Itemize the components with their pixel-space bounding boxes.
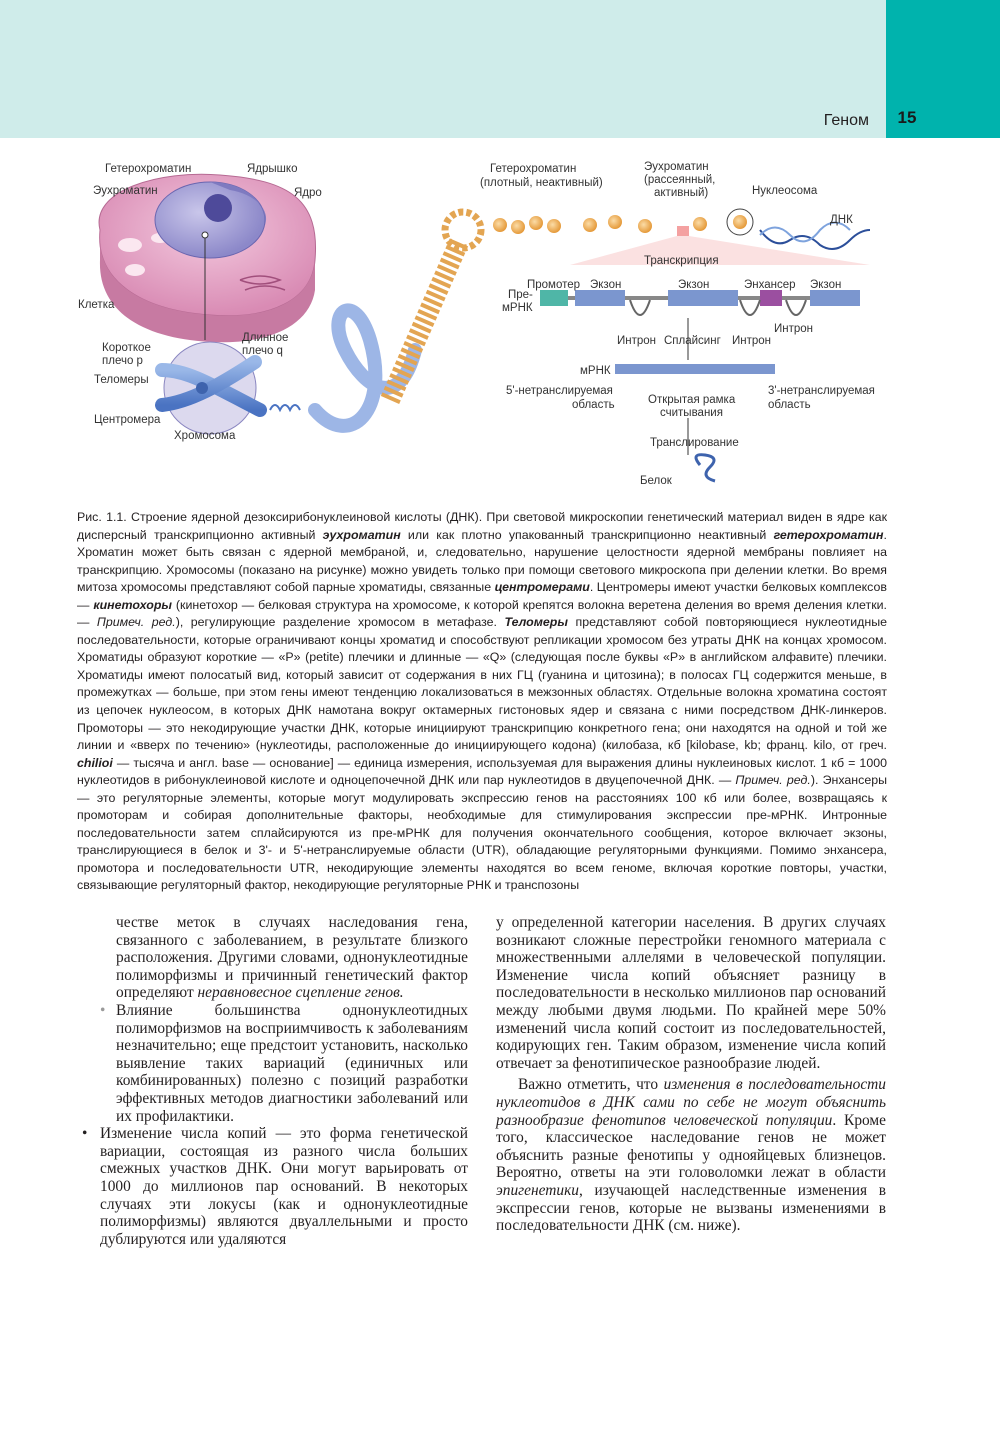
label-nucleolus: Ядрышко [247, 163, 298, 175]
paragraph-text: у определенной категории населения. В других случаях возникают сложные перестройки геномного материала с множественными аллелями в человеческой популяции. Изменение числа копий объясняет разницу в последовательности в несколько миллионов пар оснований между любыми двумя людьми. По крайней мере 50% изменений числа копий состоит из последовательностей, кодирующих ген. Таким образом, изменение числа копий отвечает за фенотипическое разнообразие людей. [496, 914, 886, 1072]
bullet-marker: • [82, 1125, 88, 1143]
dna-structure-figure [70, 150, 900, 500]
term-centromeres: центромерами [494, 580, 590, 595]
label-orf-2: считывания [660, 407, 723, 419]
label-short-arm-2: плечо p [102, 355, 143, 367]
paragraph [496, 914, 886, 1072]
label-utr5-1: 5'-нетранслируемая [506, 385, 613, 397]
caption-text: . Хроматин может быть связан с ядерной мембраной, и, следовательно, нарушение целостности ядерной мембраны повлияет на транскрипцию. Хромосомы (показано на рисунке) можно увидеть только при помощи светового микроскопа при делении клетки. Во время митоза хромосомы представляют собой парные хроматиды, связанные [77, 527, 887, 595]
label-chromosome: Хромосома [174, 430, 236, 442]
label-exon-3: Экзон [810, 279, 842, 291]
label-intron-3: Интрон [774, 323, 814, 335]
sub-bullet-item [80, 1002, 468, 1125]
caption-text: или как плотно упакованный транскрипционно неактивный [400, 527, 774, 542]
label-hetero-top-2: (плотный, неактивный) [480, 177, 603, 189]
caption-text: ), регулирующие разделение хромосом в метафазе. [175, 615, 505, 630]
paragraph-text: честве меток в случаях наследования гена, связанного с заболеванием, в результате близкого расположения. Другими словами, однонуклеотидные полиморфизмы и причинный генетический фактор определяют [116, 914, 468, 1002]
label-cell: Клетка [78, 299, 115, 311]
label-transcription: Транскрипция [644, 255, 719, 267]
label-mrna: мРНК [580, 365, 611, 377]
label-eu-top-3: активный) [654, 187, 709, 199]
term-kinetochores: кинетохоры [93, 597, 172, 612]
label-nucleus: Ядро [294, 187, 322, 199]
term-heterochromatin: гетерохроматин [773, 527, 884, 542]
label-intron-2: Интрон [732, 335, 772, 347]
editor-note: Примеч. ред. [735, 773, 811, 788]
running-header: Геном [823, 112, 869, 129]
label-pre-mrna-2: мРНК [502, 302, 533, 314]
label-exon-2: Экзон [678, 279, 710, 291]
figure-caption [77, 509, 887, 895]
paragraph-text: , изучающей наследственные изменения в экспрессии генов, которые не вызваны изменениями в последовательности ДНК (см. ниже). [496, 1181, 886, 1235]
term-euchromatin: эухроматин [322, 527, 401, 542]
paragraph [80, 914, 468, 1002]
label-splicing: Сплайсинг [664, 335, 721, 347]
caption-text: представляют собой повторяющиеся нуклеотидные последовательности, которые ограничивают концы хроматид и способствуют репликации хромосом без утраты ДНК на концах хромосом. Хроматиды образуют короткие — «P» (petite) плечики и длинные — «Q» (следующая после буквы «P» в английском алфавите) плечики. Хроматиды имеют полосатый вид, который зависит от содержания в них ГЦ (гуанина и цитозина); в полосах ГЦ содержится меньше, в промежутках — больше, при этом гены имеют тенденцию локализоваться в межзонных областях. Отдельные волокна хроматина состоят из цепочек нуклеосом, в которых ДНК намотана вокруг октамерных гистоновых ядер и связана с ними посредством ДНК-линкеров. Промоторы — это некодирующие участки ДНК, которые инициируют транскрипцию конкретного гена; они находятся на одной и той же линии и «вверх по течению» (нуклеотиды, расположенные до инициирующего кодона) (килобаза, кб [kilobase, kb; франц. kilo, от греч. [77, 615, 887, 753]
chromatin-fiber [315, 212, 481, 426]
label-eu-top-1: Эухроматин [644, 161, 709, 173]
label-utr3-1: 3'-нетранслируемая [768, 385, 875, 397]
emphasis: изменения в последовательности нуклеотидов в ДНК сами по себе не могут объяснить разнообразие фенотипов человеческой популяции [496, 1076, 886, 1129]
label-long-arm-2: плечо q [242, 345, 283, 357]
term-telomeres: Теломеры [504, 615, 568, 630]
label-nucleosome: Нуклеосома [752, 185, 818, 197]
caption-text: ). Энхансеры — это регуляторные элементы, которые могут модулировать экспрессию генов на расстояниях 100 кб или более, возвращаясь к промоторам и собирая дополнительные факторы, необходимые для стимулирования экспрессии пре-мРНК. Интронные последовательности затем сплайсируются из пре-мРНК для получения окончательного сообщения, которое включает экзоны, транслирующиеся в белок и 3'- и 5'-нетранслируемые области (UTR), обладающие регуляторными функциями. Помимо энхансера, промотора и последовательности UTR, некодирующие элементы находятся во всем геноме, включая короткие повторы, участки, связывающие регуляторный фактор, некодирующие регуляторные РНК и транспозоны [77, 773, 888, 893]
label-centromere: Центромера [94, 414, 161, 426]
term-chilioi: chilioi [77, 755, 113, 770]
caption-text: — тысяча и англ. base — основание] — единица измерения, используемая для выражения длины нуклеиновых кислот. 1 кб = 1000 нуклеотидов в рибонуклеиновой кислоте и одноцепочечной ДНК или пар нуклеотидов в двуцепочечной ДНК. — [77, 755, 887, 788]
paragraph-text: Влияние большинства однонуклеотидных полиморфизмов на восприимчивость к заболеваниям незначительно; еще предстоит установить, насколько выявление таких вариаций (единичных или комбинированных) полезно с позиций разработки эффективных методов диагностики заболеваний или их профилактики. [116, 1001, 468, 1125]
label-dna: ДНК [830, 214, 853, 226]
caption-text: Строение ядерной дезоксирибонуклеиновой кислоты (ДНК). При световой микроскопии генетический материал виден в ядре как дисперсный транскрипционно активный [77, 510, 887, 542]
label-utr3-2: область [768, 399, 811, 411]
paragraph [496, 1076, 886, 1234]
label-enhancer: Энхансер [744, 279, 796, 291]
label-telomeres: Теломеры [94, 374, 149, 386]
paragraph-text: Важно отметить, что [518, 1076, 664, 1094]
editor-note: Примеч. ред. [96, 615, 176, 630]
label-protein: Белок [640, 475, 672, 487]
page-number: 15 [897, 108, 917, 127]
paragraph-text: . Кроме того, классическое наследование генов не может объяснить разные фенотипы у однояйцевых близнецов. Вероятно, ответы на эти головоломки лежат в области [496, 1111, 886, 1182]
left-column [80, 914, 468, 1248]
label-promoter: Промотер [527, 279, 581, 291]
paragraph-text: Изменение числа копий — это форма генетической вариации, состоящая из разного числа больших смежных участков ДНК. Они могут варьировать от 1000 до миллионов пар оснований. В некоторых случаях эти локусы (как и однонуклеотидные полиморфизмы) являются двуаллельными и просто дублируются или удаляются [100, 1125, 468, 1248]
caption-text: . Центромеры имеют участки белковых комплексов — [77, 580, 887, 612]
emphasis: неравновесное сцепление генов. [197, 984, 404, 1002]
caption-text: (кинетохор — белковая структура на хромосоме, к которой крепятся волокна веретена деления во время деления клетки. — [77, 597, 887, 630]
label-short-arm-1: Короткое [102, 342, 151, 354]
label-intron-1: Интрон [617, 335, 657, 347]
label-long-arm-1: Длинное [242, 332, 289, 344]
label-exon-1: Экзон [590, 279, 622, 291]
label-translation: Транслирование [650, 437, 739, 449]
right-column [496, 914, 886, 1235]
bullet-item [80, 1125, 468, 1248]
bullet-marker: • [100, 1001, 106, 1019]
label-utr5-2: область [572, 399, 615, 411]
label-pre-mrna-1: Пре- [508, 289, 533, 301]
label-hetero-top-1: Гетерохроматин [490, 163, 577, 175]
caption-lead: Рис. 1.1. [77, 510, 127, 524]
emphasis: эпигенетики [496, 1181, 579, 1199]
label-euchromatin: Эухроматин [93, 185, 158, 197]
label-eu-top-2: (рассеянный, [644, 174, 716, 186]
label-heterochromatin: Гетерохроматин [105, 163, 192, 175]
label-orf-1: Открытая рамка [648, 394, 736, 406]
